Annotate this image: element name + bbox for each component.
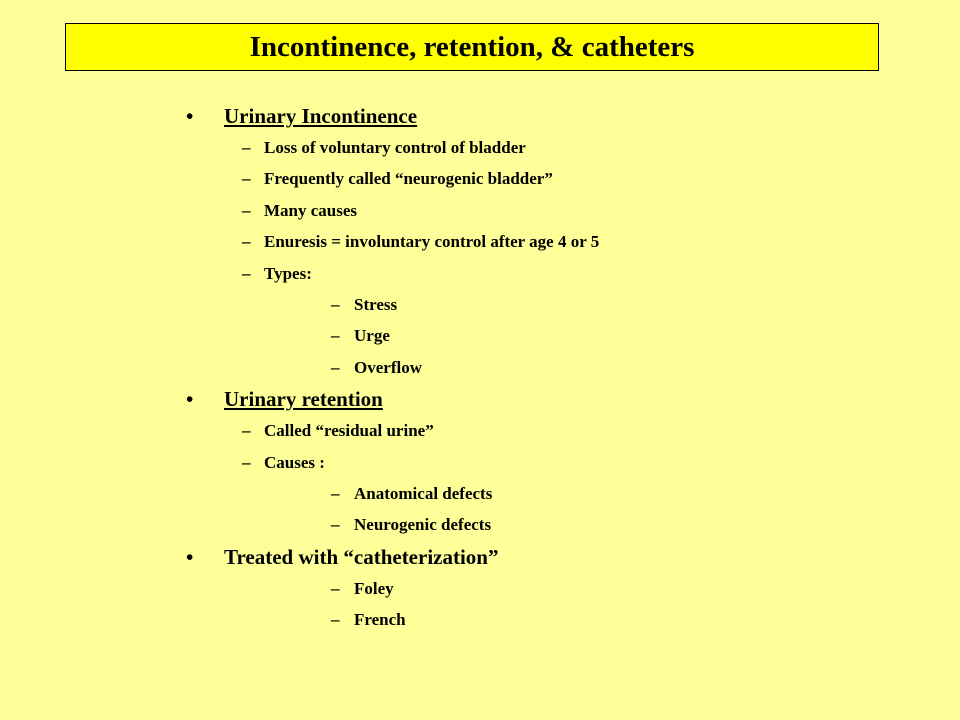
sub-list-item-text: Foley: [354, 578, 394, 598]
bullet-dot-icon: •: [186, 104, 194, 128]
sub-list-item: [0, 604, 960, 635]
list-item-text: Called “residual urine”: [264, 421, 434, 441]
list-item-text: Enuresis = involuntary control after age 4 or 5: [264, 232, 600, 252]
dash-icon: –: [331, 610, 340, 630]
sub-list-item-text: Stress: [354, 294, 398, 314]
bullet-urinary-incontinence: [0, 100, 960, 132]
bullet-dot-icon: •: [186, 544, 194, 569]
list-item: [0, 415, 960, 446]
bullet-heading: Treated with “catheterization”: [224, 544, 499, 569]
sub-list-item-text: Urge: [354, 326, 390, 346]
dash-icon: –: [331, 357, 340, 377]
dash-icon: –: [331, 294, 340, 314]
list-item: [0, 447, 960, 478]
list-item: [0, 195, 960, 226]
list-item-text: Many causes: [264, 200, 358, 220]
bullet-dot-icon: •: [186, 387, 194, 412]
list-item-text: Loss of voluntary control of bladder: [264, 138, 526, 157]
sub-list-item: [0, 509, 960, 540]
slide-title: Incontinence, retention, & catheters: [249, 30, 695, 63]
sub-list-item: [0, 573, 960, 604]
list-item: [0, 258, 960, 289]
dash-icon: –: [331, 326, 340, 346]
dash-icon: –: [242, 169, 251, 189]
slide-title-box: [65, 23, 879, 71]
dash-icon: –: [331, 578, 340, 598]
dash-icon: –: [242, 138, 251, 157]
list-item-text: Frequently called “neurogenic bladder”: [264, 169, 553, 189]
dash-icon: –: [242, 452, 251, 472]
sub-list-item: [0, 352, 960, 383]
sub-list-item-text: Overflow: [354, 357, 422, 377]
dash-icon: –: [242, 200, 251, 220]
sub-list-item-text: Anatomical defects: [354, 483, 493, 503]
bullet-heading: Urinary retention: [224, 387, 383, 412]
sub-list-item-text: French: [354, 610, 406, 630]
bullet-catheterization: [0, 541, 960, 573]
dash-icon: –: [331, 483, 340, 503]
slide-content: [0, 100, 960, 635]
sub-list-item: [0, 320, 960, 351]
dash-icon: –: [242, 421, 251, 441]
list-item-text: Causes :: [264, 452, 325, 472]
list-item: [0, 132, 960, 163]
dash-icon: –: [242, 232, 251, 252]
sub-list-item-text: Neurogenic defects: [354, 515, 492, 535]
list-item: [0, 226, 960, 257]
sub-list-item: [0, 478, 960, 509]
bullet-heading: Urinary Incontinence: [224, 104, 418, 128]
sub-list-item: [0, 289, 960, 320]
list-item-text: Types:: [264, 263, 312, 283]
dash-icon: –: [331, 515, 340, 535]
list-item: [0, 163, 960, 194]
bullet-urinary-retention: [0, 383, 960, 415]
dash-icon: –: [242, 263, 251, 283]
